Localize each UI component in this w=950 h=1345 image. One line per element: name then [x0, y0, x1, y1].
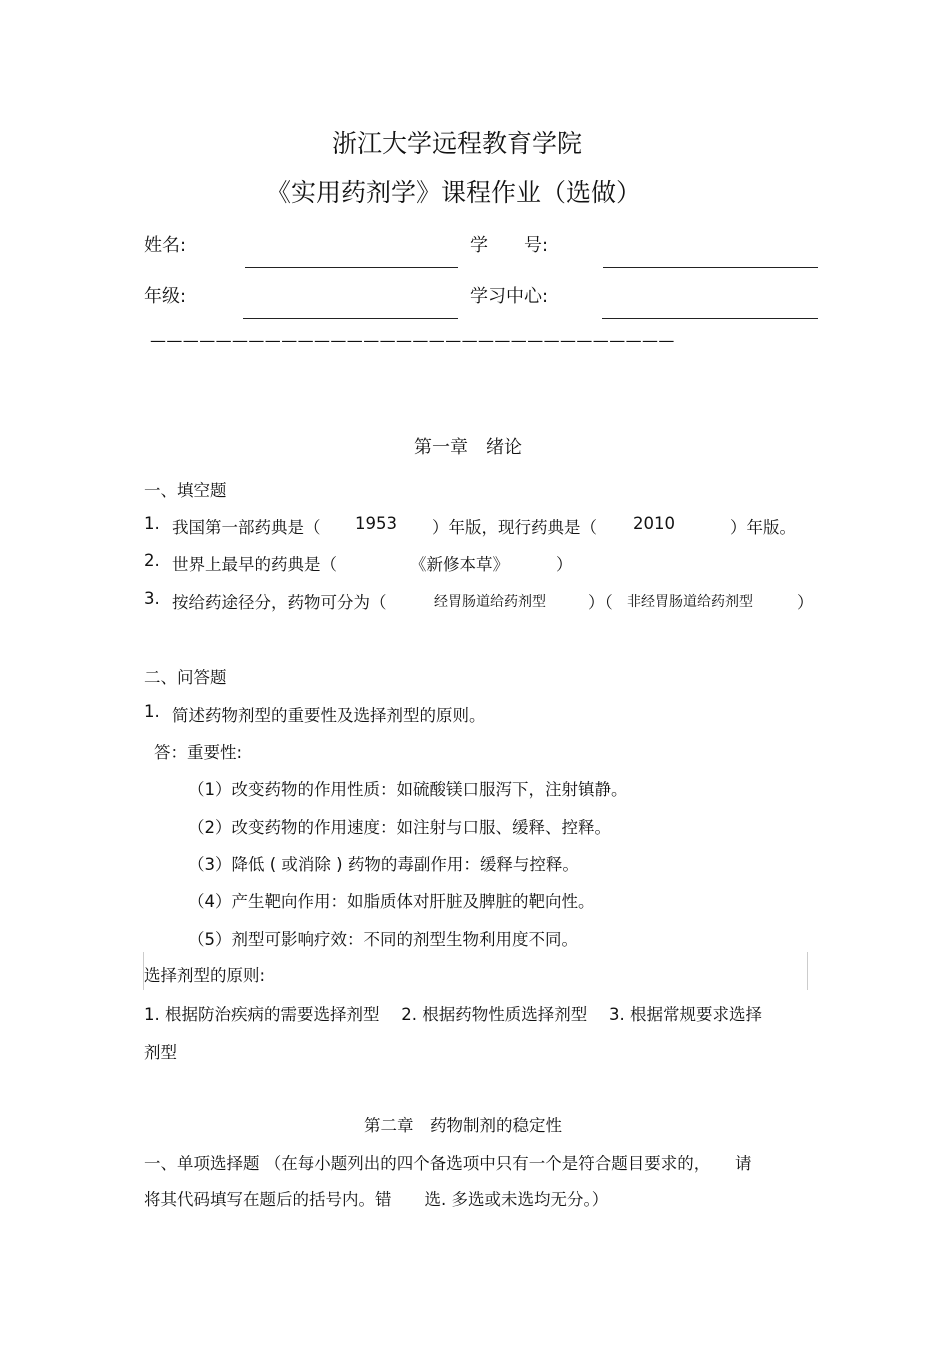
- section-qa: 二、问答题: [144, 668, 227, 687]
- chapter1-title: 第一章 绪论: [414, 437, 522, 458]
- q2-text-b: ）: [556, 555, 573, 574]
- chapter2-title: 第二章 药物制剂的稳定性: [364, 1116, 562, 1135]
- q2-number: 2.: [144, 551, 160, 570]
- q1-number: 1.: [144, 514, 160, 533]
- cut-divider: ————————————————————————————————: [150, 331, 675, 350]
- q1-text-a: 我国第一部药典是（: [172, 518, 321, 537]
- learning-center-field-line: [602, 318, 818, 319]
- principle-line-1: 1. 根据防治疾病的需要选择剂型 2. 根据药物性质选择剂型 3. 根据常规要求选择: [144, 1005, 762, 1024]
- q1-answer-1: 1953: [355, 514, 397, 533]
- q3-text-a: 按给药途径分，药物可分为（: [172, 593, 387, 612]
- name-label: 姓名:: [144, 235, 187, 256]
- name-field-line: [245, 267, 458, 268]
- q3-answer-1: 经胃肠道给药剂型: [434, 594, 546, 610]
- q1-answer-2: 2010: [633, 514, 675, 533]
- qa1-number: 1.: [144, 702, 160, 721]
- importance-point-2: （2）改变药物的作用速度：如注射与口服、缓释、控释。: [188, 818, 611, 837]
- learning-center-label: 学习中心:: [470, 286, 549, 307]
- grade-label: 年级:: [144, 286, 187, 307]
- q2-answer: 《新修本草》: [410, 555, 509, 574]
- student-id-label: 学 号:: [470, 235, 549, 256]
- qa1-question: 简述药物剂型的重要性及选择剂型的原则。: [172, 706, 486, 725]
- grade-field-line: [243, 318, 458, 319]
- q3-text-c: ）: [797, 593, 814, 612]
- q2-text-a: 世界上最早的药典是（: [172, 555, 337, 574]
- student-id-field-line: [603, 267, 818, 268]
- qa1-answer-lead: 答：重要性:: [154, 743, 243, 762]
- principle-line-2: 剂型: [144, 1043, 177, 1062]
- q3-text-b: ）（: [588, 593, 613, 612]
- q1-text-c: ）年版。: [730, 518, 796, 537]
- principle-label: 选择剂型的原则:: [144, 966, 266, 985]
- importance-point-4: （4）产生靶向作用：如脂质体对肝脏及脾脏的靶向性。: [188, 892, 595, 911]
- section-fill-blank: 一、填空题: [144, 481, 227, 500]
- q3-answer-2: 非经胃肠道给药剂型: [627, 594, 753, 610]
- margin-rule-right: [807, 952, 808, 990]
- q3-number: 3.: [144, 589, 160, 608]
- mcq-instructions-line-2: 将其代码填写在题后的括号内。错 选. 多选或未选均无分。）: [144, 1190, 609, 1209]
- document-subtitle: 《实用药剂学》课程作业（选做）: [266, 178, 642, 207]
- importance-point-3: （3）降低 ( 或消除 ) 药物的毒副作用：缓释与控释。: [188, 855, 579, 874]
- importance-point-5: （5）剂型可影响疗效：不同的剂型生物利用度不同。: [188, 930, 578, 949]
- document-title: 浙江大学远程教育学院: [332, 129, 583, 158]
- importance-point-1: （1）改变药物的作用性质：如硫酸镁口服泻下，注射镇静。: [188, 780, 628, 799]
- q1-text-b: ）年版，现行药典是（: [432, 518, 597, 537]
- mcq-instructions-line-1: 一、单项选择题 （在每小题列出的四个备选项中只有一个是符合题目要求的， 请: [144, 1154, 752, 1173]
